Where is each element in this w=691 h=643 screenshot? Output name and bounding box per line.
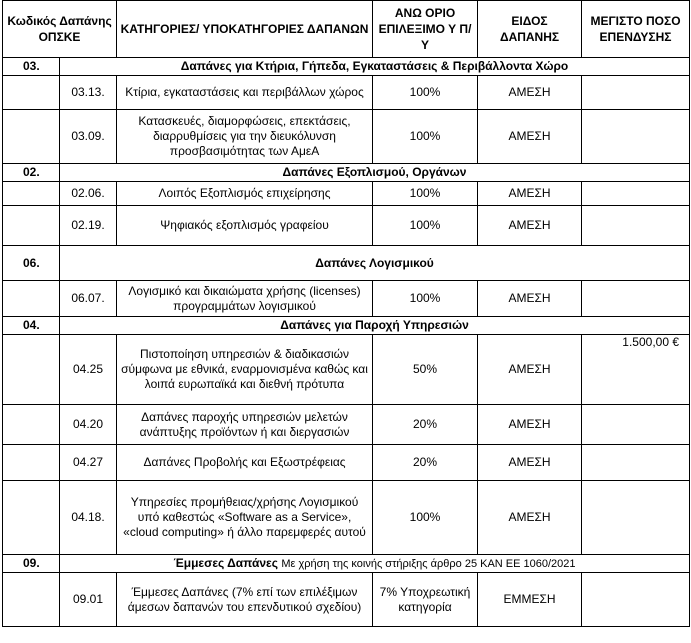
row-amount (582, 110, 690, 164)
row-rate: 100% (373, 182, 478, 206)
row-type: ΑΜΕΣΗ (478, 206, 582, 246)
empty-cell (3, 445, 60, 481)
category-title: Δαπάνες για Κτήρια, Γήπεδα, Εγκαταστάσεις & Περιβάλλοντα Χώρο (60, 58, 690, 76)
category-row (3, 317, 690, 335)
row-description: Δαπάνες Προβολής και Εξωστρέφειας (117, 445, 373, 481)
table-row (3, 481, 690, 555)
empty-cell (3, 335, 60, 405)
row-code: 02.06. (60, 182, 117, 206)
row-type: ΑΜΕΣΗ (478, 335, 582, 405)
row-rate: 50% (373, 335, 478, 405)
table-row (3, 445, 690, 481)
category-title: Δαπάνες για Παροχή Υπηρεσιών (60, 317, 690, 335)
row-code: 04.27 (60, 445, 117, 481)
category-title (60, 555, 690, 573)
row-description: Δαπάνες παροχής υπηρεσιών μελετών ανάπτυξης προϊόντων ή και διεργασιών (117, 405, 373, 445)
row-code: 04.20 (60, 405, 117, 445)
table-row (3, 110, 690, 164)
header-max-amount: ΜΕΓΙΣΤΟ ΠΟΣΟ ΕΠΕΝΔΥΣΗΣ (582, 1, 690, 58)
row-rate: 100% (373, 481, 478, 555)
category-note: Με χρήση της κοινής στήριξης άρθρο 25 ΚΑΝ ΕΕ 1060/2021 (281, 557, 576, 570)
empty-cell (3, 182, 60, 206)
row-type: ΕΜΜΕΣΗ (478, 573, 582, 627)
empty-cell (3, 573, 60, 627)
row-amount (582, 405, 690, 445)
table-row (3, 182, 690, 206)
row-rate: 20% (373, 445, 478, 481)
category-code: 04. (3, 317, 60, 335)
row-amount (582, 182, 690, 206)
row-rate: 100% (373, 206, 478, 246)
header-code: Κωδικός Δαπάνης ΟΠΣΚΕ (3, 1, 117, 58)
row-rate: 100% (373, 76, 478, 110)
row-description: Έμμεσες Δαπάνες (7% επί των επιλέξιμων άμεσων δαπανών του επενδυτικού σχεδίου) (117, 573, 373, 627)
row-type: ΑΜΕΣΗ (478, 281, 582, 317)
empty-cell (3, 76, 60, 110)
row-amount (582, 76, 690, 110)
category-title-bold: Έμμεσες Δαπάνες (173, 555, 278, 570)
row-description: Κατασκευές, διαμορφώσεις, επεκτάσεις, διαρρυθμίσεις για την διευκόλυνση προσβασιμότητας των ΑμεΑ (117, 110, 373, 164)
row-description: Λογισμικό και δικαιώματα χρήσης (licenses) προγραμμάτων λογισμικού (117, 281, 373, 317)
category-row (3, 555, 690, 573)
row-amount (582, 573, 690, 627)
row-amount (582, 206, 690, 246)
category-code: 02. (3, 164, 60, 182)
row-amount: 1.500,00 € (582, 335, 690, 405)
row-amount (582, 281, 690, 317)
table-row (3, 573, 690, 627)
row-type: ΑΜΕΣΗ (478, 110, 582, 164)
row-rate: 100% (373, 281, 478, 317)
category-code: 03. (3, 58, 60, 76)
table-row (3, 76, 690, 110)
empty-cell (3, 281, 60, 317)
row-description: Υπηρεσίες προμήθειας/χρήσης Λογισμικού υπό καθεστώς «Software as a Service», «cloud computing» ή άλλο παρεμφερές αυτού (117, 481, 373, 555)
category-title: Δαπάνες Εξοπλισμού, Οργάνων (60, 164, 690, 182)
category-code: 09. (3, 555, 60, 573)
row-rate: 20% (373, 405, 478, 445)
header-type: ΕΙΔΟΣ ΔΑΠΑΝΗΣ (478, 1, 582, 58)
row-code: 03.09. (60, 110, 117, 164)
row-description: Ψηφιακός εξοπλισμός γραφείου (117, 206, 373, 246)
expenditure-table (2, 0, 690, 627)
row-type: ΑΜΕΣΗ (478, 182, 582, 206)
table-row (3, 206, 690, 246)
empty-cell (3, 206, 60, 246)
row-code: 09.01 (60, 573, 117, 627)
row-type: ΑΜΕΣΗ (478, 481, 582, 555)
table-row (3, 281, 690, 317)
header-category: ΚΑΤΗΓΟΡΙΕΣ/ ΥΠΟΚΑΤΗΓΟΡΙΕΣ ΔΑΠΑΝΩΝ (117, 1, 373, 58)
empty-cell (3, 481, 60, 555)
category-code: 06. (3, 246, 60, 281)
row-description: Λοιπός Εξοπλισμός επιχείρησης (117, 182, 373, 206)
row-code: 06.07. (60, 281, 117, 317)
row-amount (582, 481, 690, 555)
empty-cell (3, 405, 60, 445)
row-description: Κτίρια, εγκαταστάσεις και περιβάλλων χώρος (117, 76, 373, 110)
row-rate: 7% Υποχρεωτική κατηγορία (373, 573, 478, 627)
row-code: 04.18. (60, 481, 117, 555)
table-row (3, 335, 690, 405)
row-type: ΑΜΕΣΗ (478, 76, 582, 110)
row-rate: 100% (373, 110, 478, 164)
row-amount (582, 445, 690, 481)
row-type: ΑΜΕΣΗ (478, 445, 582, 481)
row-code: 02.19. (60, 206, 117, 246)
row-code: 03.13. (60, 76, 117, 110)
header-row (3, 1, 690, 58)
table-row (3, 405, 690, 445)
empty-cell (3, 110, 60, 164)
category-row (3, 58, 690, 76)
row-type: ΑΜΕΣΗ (478, 405, 582, 445)
row-code: 04.25 (60, 335, 117, 405)
category-row (3, 246, 690, 281)
category-row (3, 164, 690, 182)
category-title: Δαπάνες Λογισμικού (60, 246, 690, 281)
header-max-rate: ΑΝΩ ΟΡΙΟ ΕΠΙΛΕΞΙΜΟ Υ Π/Υ (373, 1, 478, 58)
row-description: Πιστοποίηση υπηρεσιών & διαδικασιών σύμφωνα με εθνικά, εναρμονισμένα καθώς και λοιπά ευρωπαϊκά και διεθνή πρότυπα (117, 335, 373, 405)
